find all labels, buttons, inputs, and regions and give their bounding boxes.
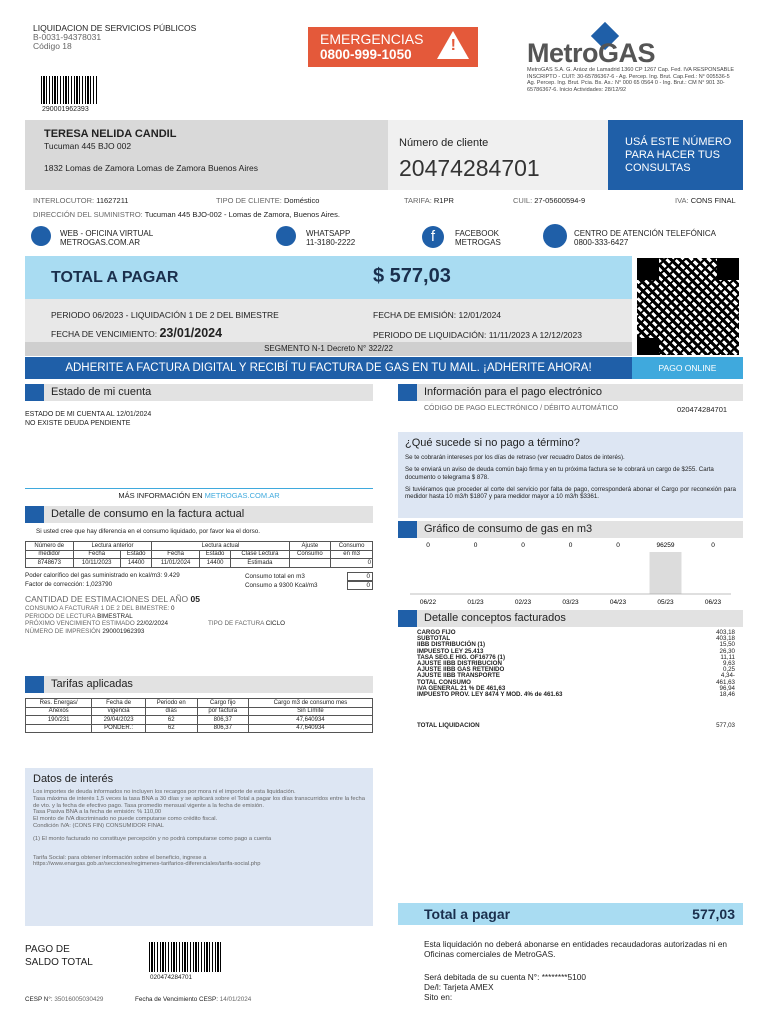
total-label: TOTAL A PAGAR: [51, 269, 179, 286]
consumption-chart-header: Gráfico de consumo de gas en m3: [398, 521, 743, 538]
phone-icon: [543, 224, 567, 248]
segment-info: SEGMENTO N-1 Decreto N° 322/22: [25, 342, 632, 356]
cesp-info: CESP N°: 35016005030429: [25, 996, 104, 1003]
total-liquidation: TOTAL LIQUIDACION 577,03: [417, 722, 735, 729]
cuil: 27-05600594-9: [534, 196, 586, 205]
facebook-icon: f: [422, 226, 444, 248]
company-info: MetroGAS S.A. G. Aráoz de Lamadrid 1360 CP 1267 Cap. Fed. IVA RESPONSABLE INSCRIPTO - CUIT: 30-65786367-6 - Ag. Percep. Ing. Brut. Cap.Fed.: N° 005536-5 Ag. Percep. Ing. Brut. Pcia. Bs. As.: N° 000 65 0564 0 - Ing. Brut.: CM N° 901 30-65786367-6. Inicio Actividades: 28/12/92: [527, 67, 735, 93]
emergency-phone: 0800-999-1050: [320, 47, 412, 62]
contact-phone[interactable]: CENTRO DE ATENCIÓN TELEFÓNICA 0800-333-6427: [574, 229, 716, 247]
footer-total-value: 577,03: [692, 906, 735, 922]
table-row: 8748673 10/11/2023 14400 11/01/2024 14400 Estimada 0: [26, 559, 373, 568]
footer-total-label: Total a pagar: [424, 906, 511, 922]
tariffs-header: Tarifas aplicadas: [25, 676, 373, 693]
customer-address1: Tucuman 445 BJO 002: [44, 141, 132, 151]
payment-code: 020474284701: [677, 405, 728, 414]
customer-address2: 1832 Lomas de Zamora Lomas de Zamora Buenos Aires: [44, 163, 259, 173]
customer-box: [25, 120, 388, 190]
electronic-payment-header: Información para el pago electrónico: [398, 384, 743, 401]
estimations-count: CANTIDAD DE ESTIMACIONES DEL AÑO 05: [25, 594, 200, 604]
concept-row: AJUSTE IIBB GAS RETENIDO 0,25: [417, 666, 735, 674]
chart-data-label: 0: [711, 542, 715, 549]
header-barcode-number: 290001962393: [42, 106, 89, 113]
total-amount: $ 577,03: [373, 265, 451, 287]
billed-concepts-list: [417, 630, 735, 698]
customer-name: TERESA NELIDA CANDIL: [44, 128, 177, 140]
document-code: Código 18: [33, 41, 72, 51]
payment-qr-code[interactable]: [637, 258, 739, 355]
concept-row: SUBTOTAL 403,18: [417, 635, 735, 643]
supply-address: DIRECCIÓN DEL SUMINISTRO: Tucuman 445 BJO-002 - Lomas de Zamora, Buenos Aires.: [33, 210, 340, 219]
footer-note: Esta liquidación no deberá abonarse en entidades recaudadoras autorizadas ni en Oficinas comerciales de MetroGAS.: [424, 939, 728, 959]
chart-data-label: 0: [616, 542, 620, 549]
footer-barcode-number: 020474284701: [150, 974, 193, 981]
concept-row: AJUSTE IIBB DISTRIBUCION 9,63: [417, 660, 735, 668]
contact-facebook[interactable]: FACEBOOK METROGAS: [455, 229, 501, 247]
footer-barcode: [149, 942, 221, 972]
consumption-chart: [398, 538, 743, 608]
chart-tick-label: 03/23: [562, 599, 579, 606]
document-header: [33, 24, 196, 51]
concept-row: IMPUESTO LEY 25.413 26,30: [417, 647, 735, 655]
whatsapp-icon: [276, 226, 296, 246]
tarifa: R1PR: [433, 196, 454, 205]
chart-tick-label: 04/23: [609, 599, 627, 606]
billing-period: PERIODO 06/2023 - LIQUIDACIÓN 1 DE 2 DEL BIMESTRE: [51, 310, 279, 320]
iva: CONS FINAL: [690, 196, 736, 205]
kcal-value: 0: [347, 581, 373, 590]
chart-bar: [650, 552, 682, 594]
use-number-callout: USÁ ESTE NÚMERO PARA HACER TUS CONSULTAS: [608, 120, 743, 190]
chart-tick-label: 01/23: [467, 599, 484, 606]
emergency-label: EMERGENCIAS: [320, 31, 424, 47]
due-date: 23/01/2024: [159, 326, 223, 340]
gas-factors: Poder calorífico del gas suministrado en kcal/m3: 9.429 Factor de corrección: 1,023790: [25, 572, 180, 588]
client-number: 20474284701: [399, 155, 540, 181]
billed-concepts-header: Detalle conceptos facturados: [398, 610, 743, 627]
billing-dates: PERIODO 06/2023 - LIQUIDACIÓN 1 DE 2 DEL BIMESTRE FECHA DE EMISIÓN: 12/01/2024 FECHA DE VENCIMIENTO: 23/01/2024 PERIODO DE LIQUIDACIÓN: 11/11/2023 A 12/12/2023: [25, 299, 632, 342]
chart-tick-label: 06/23: [704, 599, 722, 606]
contact-whatsapp[interactable]: WHATSAPP 11-3180-2222: [306, 229, 356, 247]
table-row: 190/231 29/04/2023 62 806,37 47,640934: [26, 716, 373, 725]
concept-row: IIBB DISTRIBUCIÓN (1) 15,50: [417, 641, 735, 649]
account-status-text: ESTADO DE MI CUENTA AL 12/01/2024 NO EXISTE DEUDA PENDIENTE: [25, 411, 152, 427]
chart-data-label: 0: [426, 542, 430, 549]
client-number-box: [388, 120, 608, 190]
consumption-detail-header: Detalle de consumo en la factura actual: [25, 506, 373, 523]
document-title: LIQUIDACION DE SERVICIOS PÚBLICOS: [33, 23, 197, 33]
pay-online-button[interactable]: PAGO ONLINE: [632, 357, 743, 379]
info-row: INTERLOCUTOR: 11627211 TIPO DE CLIENTE: Doméstico TARIFA: R1PR CUIL: 27-05600594-9 IVA: CONS FINAL: [33, 196, 736, 205]
issue-date: FECHA DE EMISIÓN: 12/01/2024: [373, 310, 502, 320]
table-row: PONDER.: 62 806,37 47,640934: [26, 724, 373, 733]
interest-data-title: Datos de interés: [33, 773, 114, 785]
late-payment-title: ¿Qué sucede si no pago a término?: [405, 437, 580, 449]
late-payment-box: ¿Qué sucede si no pago a término? Se te cobrarán intereses por los días de retraso (ver recuadro Datos de interés). Se te enviará un aviso de deuda común bajo firma y en tu próxima factura se te cobrará un cargo de $255. Carta documento o telegrama $ 878. Si tuviéramos que proceder al corte del servicio por falta de pago, corresponderá abonar el Cargo por reconexión para medidor hasta 10 m3/h $1807 y para medidor mayor a 10 m3/h $3361.: [398, 432, 743, 518]
client-number-label: Número de cliente: [399, 137, 489, 149]
tarifa-social-link[interactable]: https://www.enargas.gob.ar/secciones/regimenes-tarifarios-diferenciales/tarifa-social.php: [33, 861, 261, 868]
more-info-line: MÁS INFORMACIÓN EN METROGAS.COM.AR: [25, 488, 373, 500]
liquidation-period: PERIODO DE LIQUIDACIÓN: 11/11/2023 A 12/12/2023: [373, 330, 582, 340]
document-ref: B-0031-94378031: [33, 32, 102, 42]
interest-data-box: Datos de interés Los importes de deuda informados no incluyen los recargos por mora ni el importe de esta liquidación. Tasa máxima de interés 1,5 veces la tasa BNA a 30 días y se aplicará sobre el Total a pagar los días transcurridos entre la fecha de vto. y la fecha de efectivo pago. Tasa promedio mensual vigente a la fecha de emisión. Tasa Pasiva BNA a la fecha de emisión: % 110,00 El monto de IVA discriminado no puede computarse como crédito fiscal. Condición IVA: (CONS FIN) CONSUMIDOR FINAL (1) El monto facturado no constituye percepción y no podrá computarse como pago a cuenta Tarifa Social: para obtener información sobre el beneficio, ingrese a https://www.enargas.gob.ar/secciones/regimenes-tarifarios-diferenciales/tarifa-social.php: [25, 768, 373, 926]
account-status-header: Estado de mi cuenta: [25, 384, 373, 401]
interlocutor: 11627211: [96, 196, 129, 205]
chart-data-label: 0: [568, 542, 573, 549]
saldo-total-label: PAGO DE SALDO TOTAL: [25, 944, 93, 968]
consumption-totals: Consumo total en m3 Consumo a 9300 Kcal/m3: [245, 573, 318, 589]
invoice-type: TIPO DE FACTURA CICLO: [208, 620, 285, 627]
chart-data-label: 0: [473, 542, 478, 549]
concept-row: TASA SEG.E HIG. OF16776 (1) 11,11: [417, 653, 735, 661]
chart-data-label: 96259: [656, 542, 675, 549]
callout-arrow-icon: [600, 146, 608, 160]
tariffs-table: Res. Energas/ Fecha de Periodo en Cargo fijo Cargo m3 de consumo mes Anexos vigencia días por factura Sin Límite 190/231 29/04/2023 62 806,37 47,640934 PONDER.: 62 806,37 47,640934: [25, 698, 373, 733]
total-m3-value: 0: [347, 572, 373, 581]
payment-code-label: CÓDIGO DE PAGO ELECTRÓNICO / DÉBITO AUTOMÁTICO: [424, 405, 619, 412]
header-barcode: [41, 76, 97, 104]
debit-info: Será debitada de su cuenta N°: ********5100 De/l: Tarjeta AMEX Sito en:: [424, 972, 586, 1002]
more-info-link[interactable]: METROGAS.COM.AR: [204, 491, 280, 500]
brand-name: MetroGAS: [527, 38, 656, 68]
consumption-table: Número de Lectura anterior Lectura actual Ajuste Consumo medidor Fecha Estado Fecha Estado Clase Lectura Consumo en m3 8748673 10/11/2023 14400 11/01/2024 14400 Estimada 0: [25, 541, 373, 568]
digital-invoice-banner[interactable]: ADHERITE A FACTURA DIGITAL Y RECIBÍ TU FACTURA DE GAS EN TU MAIL. ¡ADHERITE AHORA!: [25, 357, 632, 379]
concept-row: IVA GENERAL 21 % DE 461,63 96,94: [417, 684, 735, 692]
total-banner: [25, 256, 632, 299]
chart-tick-label: 06/22: [419, 599, 437, 606]
concept-row: TOTAL CONSUMO 461,63: [417, 678, 735, 686]
footer-total-bar: [398, 903, 743, 925]
client-type: Doméstico: [283, 196, 320, 205]
contact-web[interactable]: WEB - OFICINA VIRTUAL METROGAS.COM.AR: [60, 229, 154, 247]
chart-tick-label: 05/23: [657, 599, 674, 606]
consumption-note: Si usted cree que hay diferencia en el consumo liquidado, por favor lea el dorso.: [36, 528, 261, 535]
consumption-extra: CONSUMO A FACTURAR 1 DE 2 DEL BIMESTRE: 0 PERIODO DE LECTURA BIMESTRAL PRÓXIMO VENCIMIENTO ESTIMADO 22/02/2024 NÚMERO DE IMPRESIÓN 290001962393: [25, 605, 175, 635]
concept-row: IMPUESTO PROV. LEY 8474 Y MOD. 4% de 461.63 18,46: [417, 691, 735, 699]
concept-row: CARGO FIJO 403,18: [417, 629, 735, 636]
web-icon: [31, 226, 51, 246]
emergency-box: EMERGENCIAS 0800-999-1050 !: [308, 27, 478, 67]
chart-tick-label: 02/23: [514, 599, 532, 606]
chart-data-label: 0: [521, 542, 525, 549]
concept-row: AJUSTE IIBB TRANSPORTE 4,34-: [417, 672, 735, 680]
cesp-due: Fecha de Vencimiento CESP: 14/01/2024: [135, 996, 252, 1003]
